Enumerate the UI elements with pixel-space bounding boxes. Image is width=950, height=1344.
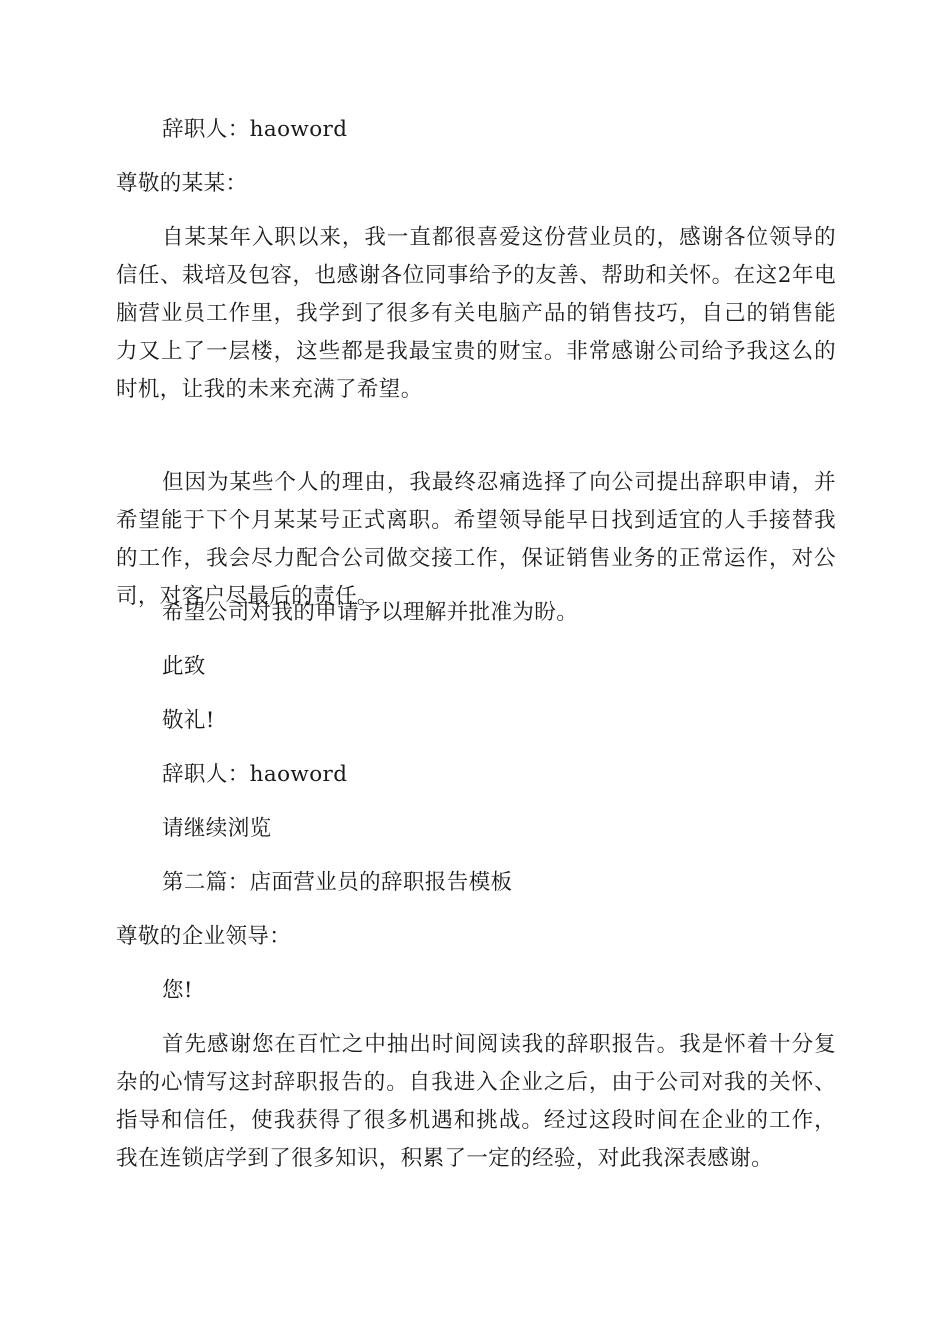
- paragraph-2: 但因为某些个人的理由，我最终忍痛选择了向公司提出辞职申请，并希望能于下个月某某号正式离职。希望领导能早日找到适宜的人手接替我的工作，我会尽力配合公司做交接工作，保证销售业务的正常运作，对公司，对客户尽最后的责任。: [116, 470, 836, 609]
- greeting: 您!: [162, 978, 193, 1003]
- salutation-2: 尊敬的企业领导：: [116, 924, 292, 949]
- paragraph-4: 首先感谢您在百忙之中抽出时间阅读我的辞职报告。我是怀着十分复杂的心情写这封辞职报告的。自我进入企业之后，由于公司对我的关怀、指导和信任，使我获得了很多机遇和挑战。经过这段时间在企业的工作，我在连锁店学到了很多知识，积累了一定的经验，对此我深表感谢。: [116, 1032, 836, 1171]
- paragraph-3: 希望公司对我的申请予以理解并批准为盼。: [162, 600, 579, 625]
- paragraph-1: 自某某年入职以来，我一直都很喜爱这份营业员的，感谢各位领导的信任、栽培及包容，也感谢各位同事给予的友善、帮助和关怀。在这2年电脑营业员工作里，我学到了很多有关电脑产品的销售技巧，自己的销售能力又上了一层楼，这些都是我最宝贵的财宝。非常感谢公司给予我这么的时机，让我的未来充满了希望。: [116, 225, 836, 402]
- closing-2: 敬礼!: [162, 708, 215, 733]
- signature-top: 辞职人：haoword: [162, 117, 348, 142]
- section-title: 第二篇：店面营业员的辞职报告模板: [162, 870, 513, 895]
- salutation-1: 尊敬的某某：: [116, 171, 248, 196]
- closing-1: 此致: [162, 654, 206, 679]
- continue-reading-text: 请继续浏览: [162, 816, 272, 841]
- signature-bottom: 辞职人：haoword: [162, 762, 348, 787]
